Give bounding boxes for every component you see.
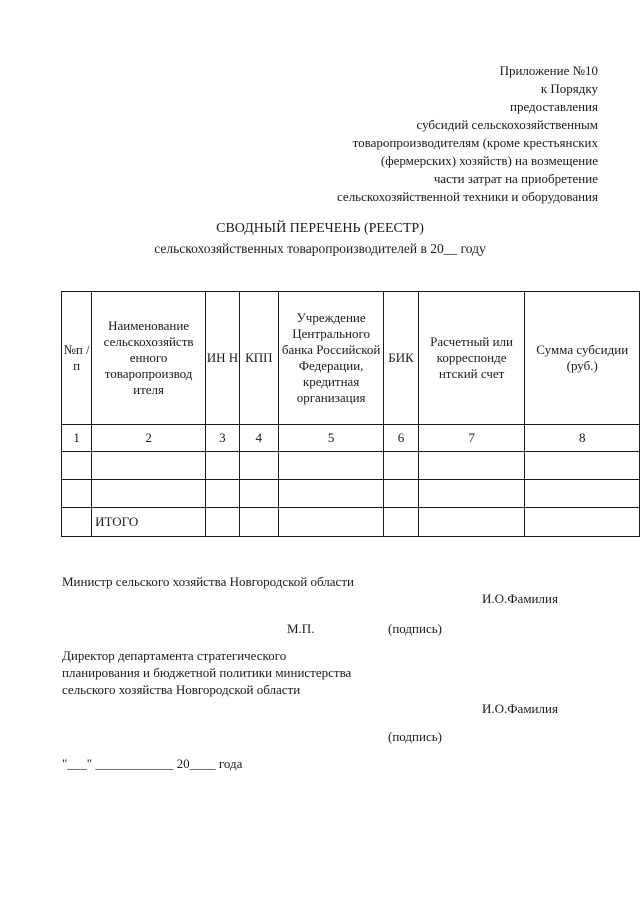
header-bank: Учреждение Центрального банка Российской Федерации, кредитная организация: [278, 292, 384, 425]
column-number: 1: [62, 425, 92, 452]
total-row: [62, 508, 640, 537]
appendix-line: Приложение №10: [499, 63, 598, 78]
signature-label: (подпись): [388, 621, 442, 636]
empty-cell: [239, 480, 278, 508]
empty-cell: [278, 452, 384, 480]
appendix-line: субсидий сельскохозяйственным: [416, 117, 598, 132]
appendix-header: [337, 62, 598, 206]
empty-cell: [92, 480, 206, 508]
empty-cell: [62, 452, 92, 480]
header-producer-name: Наименование сельскохозяйств енного товаропроизвод ителя: [92, 292, 206, 425]
column-number: 2: [92, 425, 206, 452]
table-row: [62, 452, 640, 480]
column-number: 5: [278, 425, 384, 452]
appendix-line: товаропроизводителям (кроме крестьянских: [352, 135, 598, 150]
total-label: ИТОГО: [92, 508, 206, 537]
header-account: Расчетный или корреспонде нтский счет: [418, 292, 525, 425]
header-row-number: №п /п: [62, 292, 92, 425]
empty-cell: [206, 452, 240, 480]
empty-cell: [62, 508, 92, 537]
empty-cell: [384, 480, 418, 508]
document-subtitle: сельскохозяйственных товаропроизводителей в 20__ году: [154, 241, 486, 256]
appendix-line: сельскохозяйственной техники и оборудования: [337, 189, 598, 204]
appendix-line: к Порядку: [540, 81, 598, 96]
director-title: Директор департамента стратегического планирования и бюджетной политики министерства сельского хозяйства Новгородской области: [62, 648, 352, 697]
empty-cell: [384, 452, 418, 480]
empty-cell: [206, 508, 240, 537]
empty-cell: [384, 508, 418, 537]
appendix-line: части затрат на приобретение: [433, 171, 598, 186]
empty-cell: [525, 480, 640, 508]
stamp-placeholder: М.П.: [287, 621, 315, 636]
column-number: 8: [525, 425, 640, 452]
header-inn: ИН Н: [206, 292, 240, 425]
director-name: И.О.Фамилия: [482, 701, 558, 716]
signature-label: (подпись): [388, 729, 442, 744]
appendix-line: предоставления: [510, 99, 598, 114]
empty-cell: [278, 508, 384, 537]
appendix-line: (фермерских) хозяйств) на возмещение: [380, 153, 598, 168]
empty-cell: [525, 508, 640, 537]
empty-cell: [525, 452, 640, 480]
column-number: 3: [206, 425, 240, 452]
registry-table: [61, 291, 640, 537]
minister-title: Министр сельского хозяйства Новгородской области: [62, 574, 354, 589]
empty-cell: [418, 480, 525, 508]
date-line: "___" ____________ 20____ года: [62, 756, 243, 771]
header-subsidy-amount: Сумма субсидии (руб.): [525, 292, 640, 425]
minister-name: И.О.Фамилия: [482, 591, 558, 606]
header-kpp: КПП: [239, 292, 278, 425]
column-number-row: [62, 425, 640, 452]
column-number: 6: [384, 425, 418, 452]
header-bik: БИК: [384, 292, 418, 425]
column-number: 7: [418, 425, 525, 452]
empty-cell: [418, 452, 525, 480]
table-header-row: [62, 292, 640, 425]
document-title: СВОДНЫЙ ПЕРЕЧЕНЬ (РЕЕСТР): [216, 221, 424, 236]
empty-cell: [206, 480, 240, 508]
empty-cell: [239, 508, 278, 537]
empty-cell: [278, 480, 384, 508]
empty-cell: [239, 452, 278, 480]
empty-cell: [418, 508, 525, 537]
column-number: 4: [239, 425, 278, 452]
empty-cell: [62, 480, 92, 508]
table-row: [62, 480, 640, 508]
empty-cell: [92, 452, 206, 480]
